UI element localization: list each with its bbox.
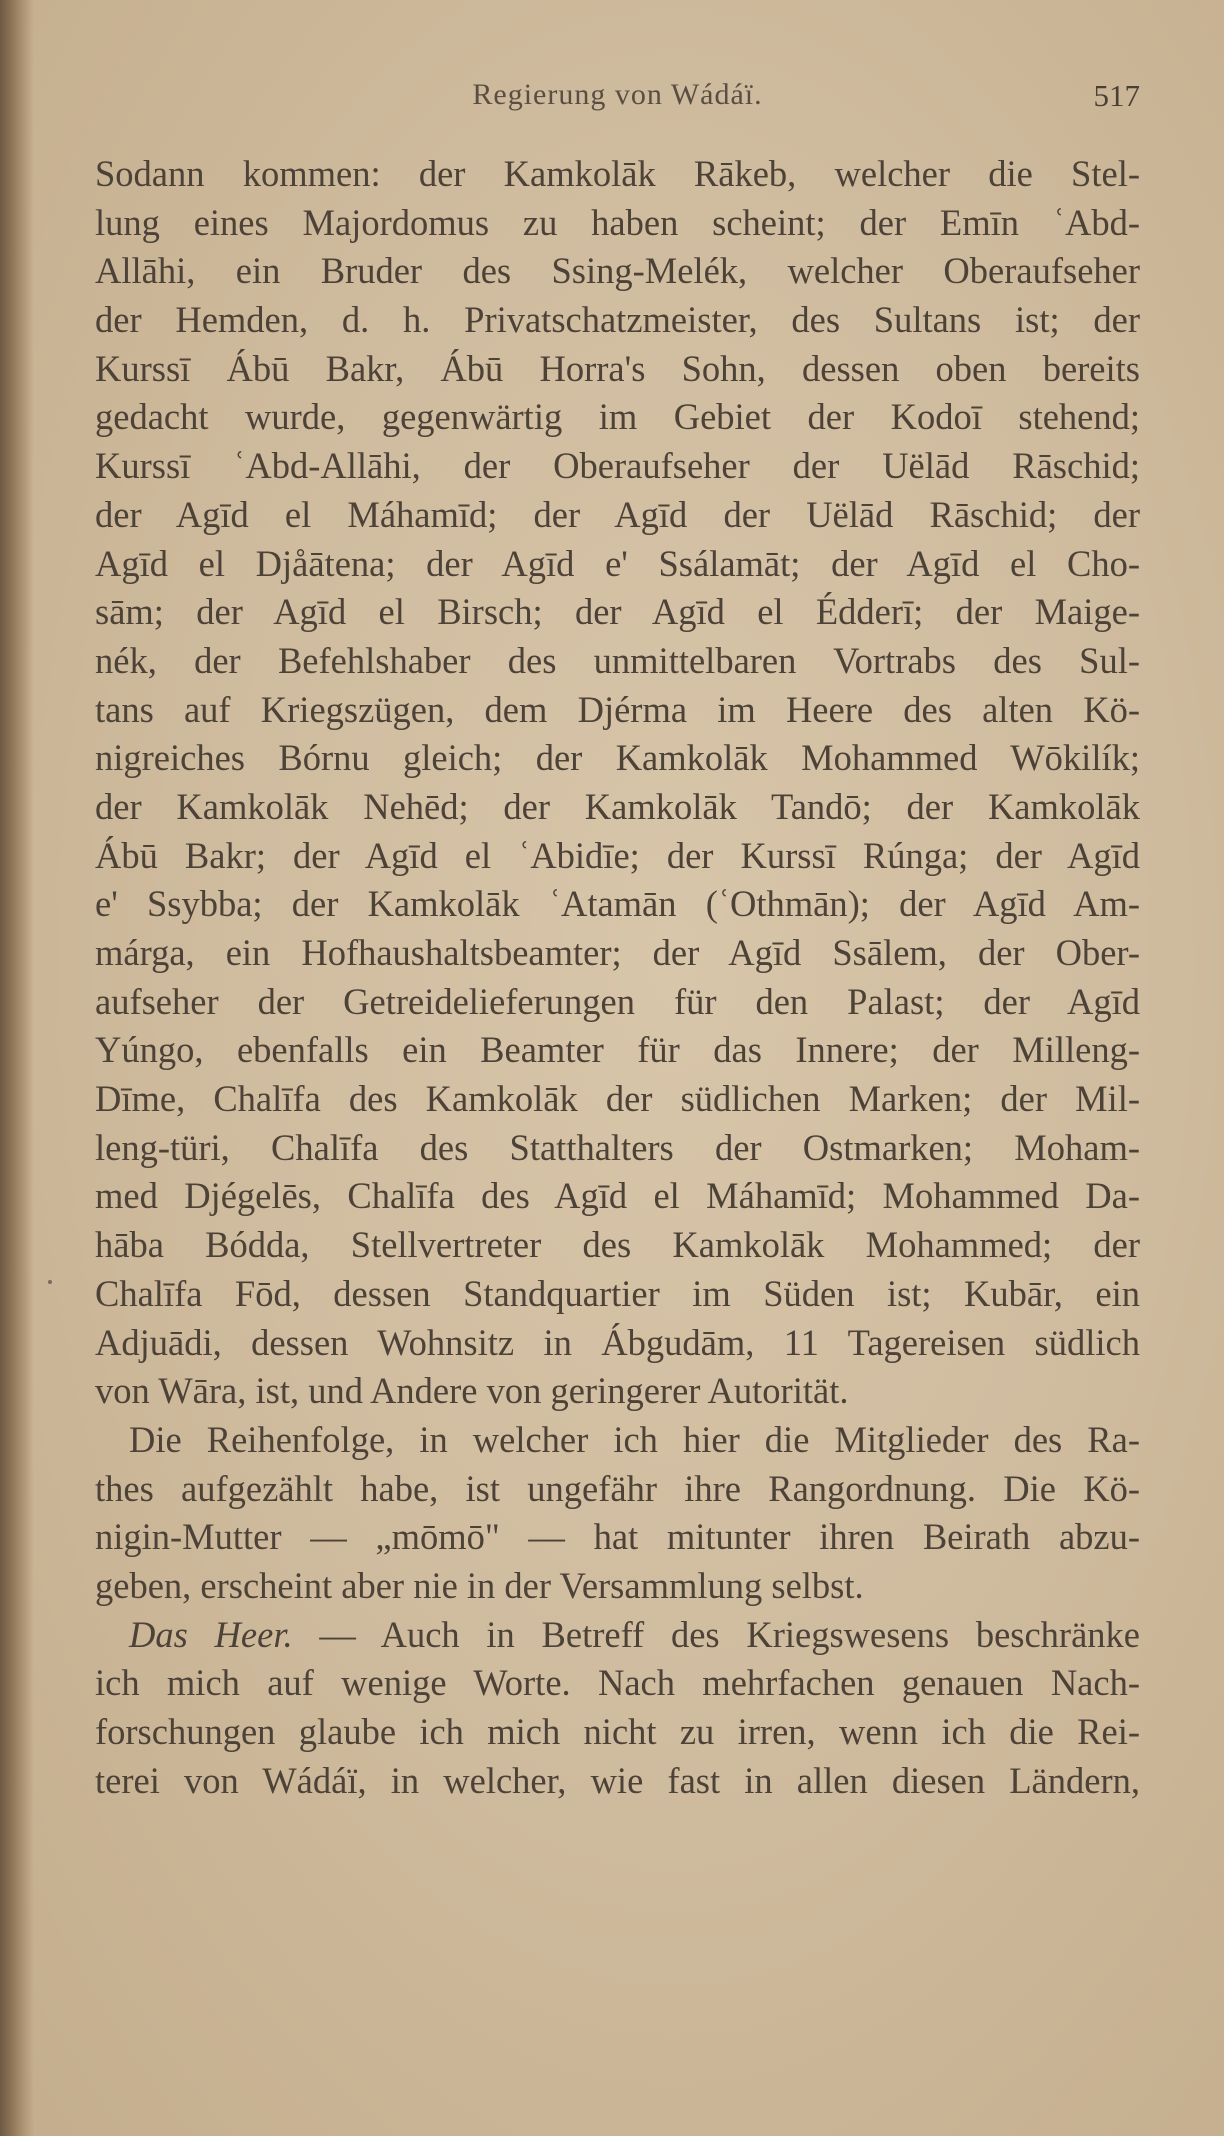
text-line: tans auf Kriegszügen, dem Djérma im Heere des alten Kö- <box>95 688 1140 730</box>
paragraph-3 <box>95 1611 1140 1806</box>
text-line: Sodann kommen: der Kamkolāk Rākeb, welcher die Stel- <box>95 153 1140 194</box>
paper-speck <box>48 1280 52 1284</box>
text-line: Die Reihenfolge, in welcher ich hier die Mitglieder des Ra- <box>129 1418 1140 1460</box>
text-line: med Djégelēs, Chalīfa des Agīd el Máhamīd; Mohammed Da- <box>95 1175 1140 1217</box>
page-header <box>95 78 1140 122</box>
book-spine-shadow <box>0 0 34 2136</box>
text-line: Yúngo, ebenfalls ein Beamter für das Innere; der Milleng- <box>95 1029 1140 1071</box>
text-line: Ábū Bakr; der Agīd el ʿAbidīe; der Kurssī Rúnga; der Agīd <box>95 834 1140 876</box>
text-line: der Hemden, d. h. Privatschatzmeister, des Sultans ist; der <box>95 299 1140 341</box>
text-line: thes aufgezählt habe, ist ungefähr ihre Rangordnung. Die Kö- <box>95 1467 1140 1509</box>
text-line: Agīd el Djåātena; der Agīd e' Ssálamāt; der Agīd el Cho- <box>95 542 1140 584</box>
text-line: e' Ssybba; der Kamkolāk ʿAtamān (ʿOthmān); der Agīd Am- <box>95 883 1140 925</box>
text-line: Chalīfa Fōd, dessen Standquartier im Süden ist; Kubār, ein <box>95 1272 1140 1314</box>
text-line: terei von Wádáï, in welcher, wie fast in allen diesen Ländern, <box>95 1759 1140 1801</box>
text-line: nigreiches Bórnu gleich; der Kamkolāk Mohammed Wōkilík; <box>95 737 1140 779</box>
text-line: leng-türi, Chalīfa des Statthalters der Ostmarken; Moham- <box>95 1126 1140 1168</box>
text-line: lung eines Majordomus zu haben scheint; der Emīn ʿAbd- <box>95 201 1140 243</box>
text-line: von Wāra, ist, und Andere von geringerer Autorität. <box>95 1370 849 1412</box>
text-line: aufseher der Getreidelieferungen für den Palast; der Agīd <box>95 980 1140 1022</box>
text-line: Adjuādi, dessen Wohnsitz in Ábgudām, 11 Tagereisen südlich <box>95 1321 1140 1363</box>
text-line: Allāhi, ein Bruder des Ssing-Melék, welcher Oberaufseher <box>95 250 1140 292</box>
page-number: 517 <box>1093 78 1140 113</box>
text-line: Kurssī Ábū Bakr, Ábū Horra's Sohn, dessen oben bereits <box>95 347 1140 389</box>
text-line: márga, ein Hofhaushaltsbeamter; der Agīd Ssālem, der Ober- <box>95 932 1140 973</box>
text-line: der Agīd el Máhamīd; der Agīd der Uëlād Rāschid; der <box>95 493 1140 535</box>
text-run: — Auch in Betreff des Kriegswesens beschränke <box>292 1613 1140 1655</box>
text-line: gedacht wurde, gegenwärtig im Gebiet der Kodoī stehend; <box>95 396 1140 438</box>
section-heading: Das Heer. <box>129 1613 293 1655</box>
text-line: nigin-Mutter — „mōmō" — hat mitunter ihren Beirath abzu- <box>95 1516 1140 1558</box>
body-text <box>95 150 1140 1805</box>
running-head: Regierung von Wádáï. <box>472 78 763 111</box>
text-line: der Kamkolāk Nehēd; der Kamkolāk Tandō; der Kamkolāk <box>95 785 1140 827</box>
text-line: nék, der Befehlshaber des unmittelbaren Vortrabs des Sul- <box>95 639 1140 681</box>
text-line: hāba Bódda, Stellvertreter des Kamkolāk Mohammed; der <box>95 1224 1140 1266</box>
text-line <box>95 1611 1140 1660</box>
text-line: forschungen glaube ich mich nicht zu irren, wenn ich die Rei- <box>95 1711 1140 1752</box>
text-line: ich mich auf wenige Worte. Nach mehrfachen genauen Nach- <box>95 1662 1140 1704</box>
text-line: geben, erscheint aber nie in der Versammlung selbst. <box>95 1564 864 1606</box>
text-line: Dīme, Chalīfa des Kamkolāk der südlichen Marken; der Mil- <box>95 1078 1140 1120</box>
paragraph-2 <box>95 1416 1140 1611</box>
text-line: Kurssī ʿAbd-Allāhi, der Oberaufseher der Uëlād Rāschid; <box>95 445 1140 487</box>
text-line: sām; der Agīd el Birsch; der Agīd el Édderī; der Maige- <box>95 591 1140 633</box>
paragraph-1 <box>95 150 1140 1416</box>
